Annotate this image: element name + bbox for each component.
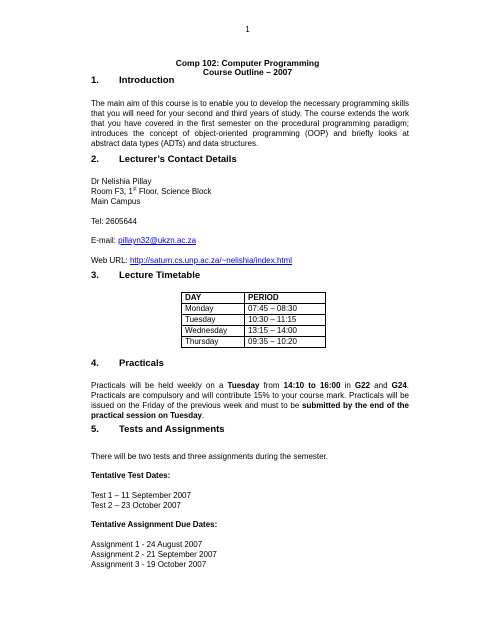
lecture-timetable [181,292,326,348]
timetable-header-period: PERIOD [245,293,326,304]
page-number: 1 [245,25,250,34]
test-dates-heading: Tentative Test Dates: [91,471,171,480]
table-row [182,337,326,348]
section-heading-contact: 2. Lecturer’s Contact Details [91,154,237,165]
table-row [182,326,326,337]
list-item: Test 1 – 11 September 2007 [91,491,191,500]
section-heading-introduction: 1. Introduction [91,75,175,86]
lecturer-tel: Tel: 2605644 [91,217,137,226]
timetable-period: 10:30 – 11:15 [245,315,326,326]
timetable-period: 09:35 – 10:20 [245,337,326,348]
timetable-header-row [182,293,326,304]
practicals-paragraph: Practicals will be held weekly on a Tuesday from 14:10 to 16:00 in G22 and G24. Practicals are compulsory and will contribute 15% to your course mark. Practicals will be issued on the Friday of the previous week and must to be submitted by the end of the practical session on Tuesday. [91,381,410,420]
timetable-day: Wednesday [182,326,245,337]
course-subtitle: Course Outline – 2007 [202,67,293,77]
list-item: Assignment 1 - 24 August 2007 [91,540,203,549]
table-row [182,315,326,326]
lecturer-campus: Main Campus [91,197,141,206]
list-item: Assignment 2 - 21 September 2007 [91,550,217,559]
list-item: Assignment 3 - 19 October 2007 [91,560,207,569]
web-url-link[interactable]: http://saturn.cs.unp.ac.za/~nelishia/index.html [129,256,293,265]
lecturer-email: E-mail: pillayn32@ukzn.ac.za [91,236,197,245]
assignment-dates-heading: Tentative Assignment Due Dates: [91,520,218,529]
timetable-period: 07:45 – 08:30 [245,304,326,315]
timetable-day: Monday [182,304,245,315]
tests-intro: There will be two tests and three assignments during the semester. [91,452,329,461]
lecturer-room: Room F3, 1st Floor, Science Block [91,186,212,196]
section-heading-timetable: 3. Lecture Timetable [91,270,201,281]
email-link[interactable]: pillayn32@ukzn.ac.za [118,236,197,245]
section-heading-practicals: 4. Practicals [91,358,164,369]
introduction-paragraph: The main aim of this course is to enable you to develop the necessary programming skills that you will need for your second and third years of study. The course extends the work that you have covered in the first semester on the procedural programming paradigm; introduces the concept of object-oriented programming (OOP) and briefly looks at abstract data types (ADTs) and data structures. [91,99,409,148]
timetable-header-day: DAY [182,293,245,304]
timetable-day: Thursday [182,337,245,348]
table-row [182,304,326,315]
timetable-day: Tuesday [182,315,245,326]
lecturer-web: Web URL: http://saturn.cs.unp.ac.za/~nelishia/index.html [91,256,293,265]
section-heading-tests: 5. Tests and Assignments [91,424,225,435]
course-title: Comp 102: Computer Programming [175,58,320,68]
timetable-period: 13:15 – 14:00 [245,326,326,337]
lecturer-name: Dr Nelishia Pillay [91,177,152,186]
list-item: Test 2 – 23 October 2007 [91,501,181,510]
